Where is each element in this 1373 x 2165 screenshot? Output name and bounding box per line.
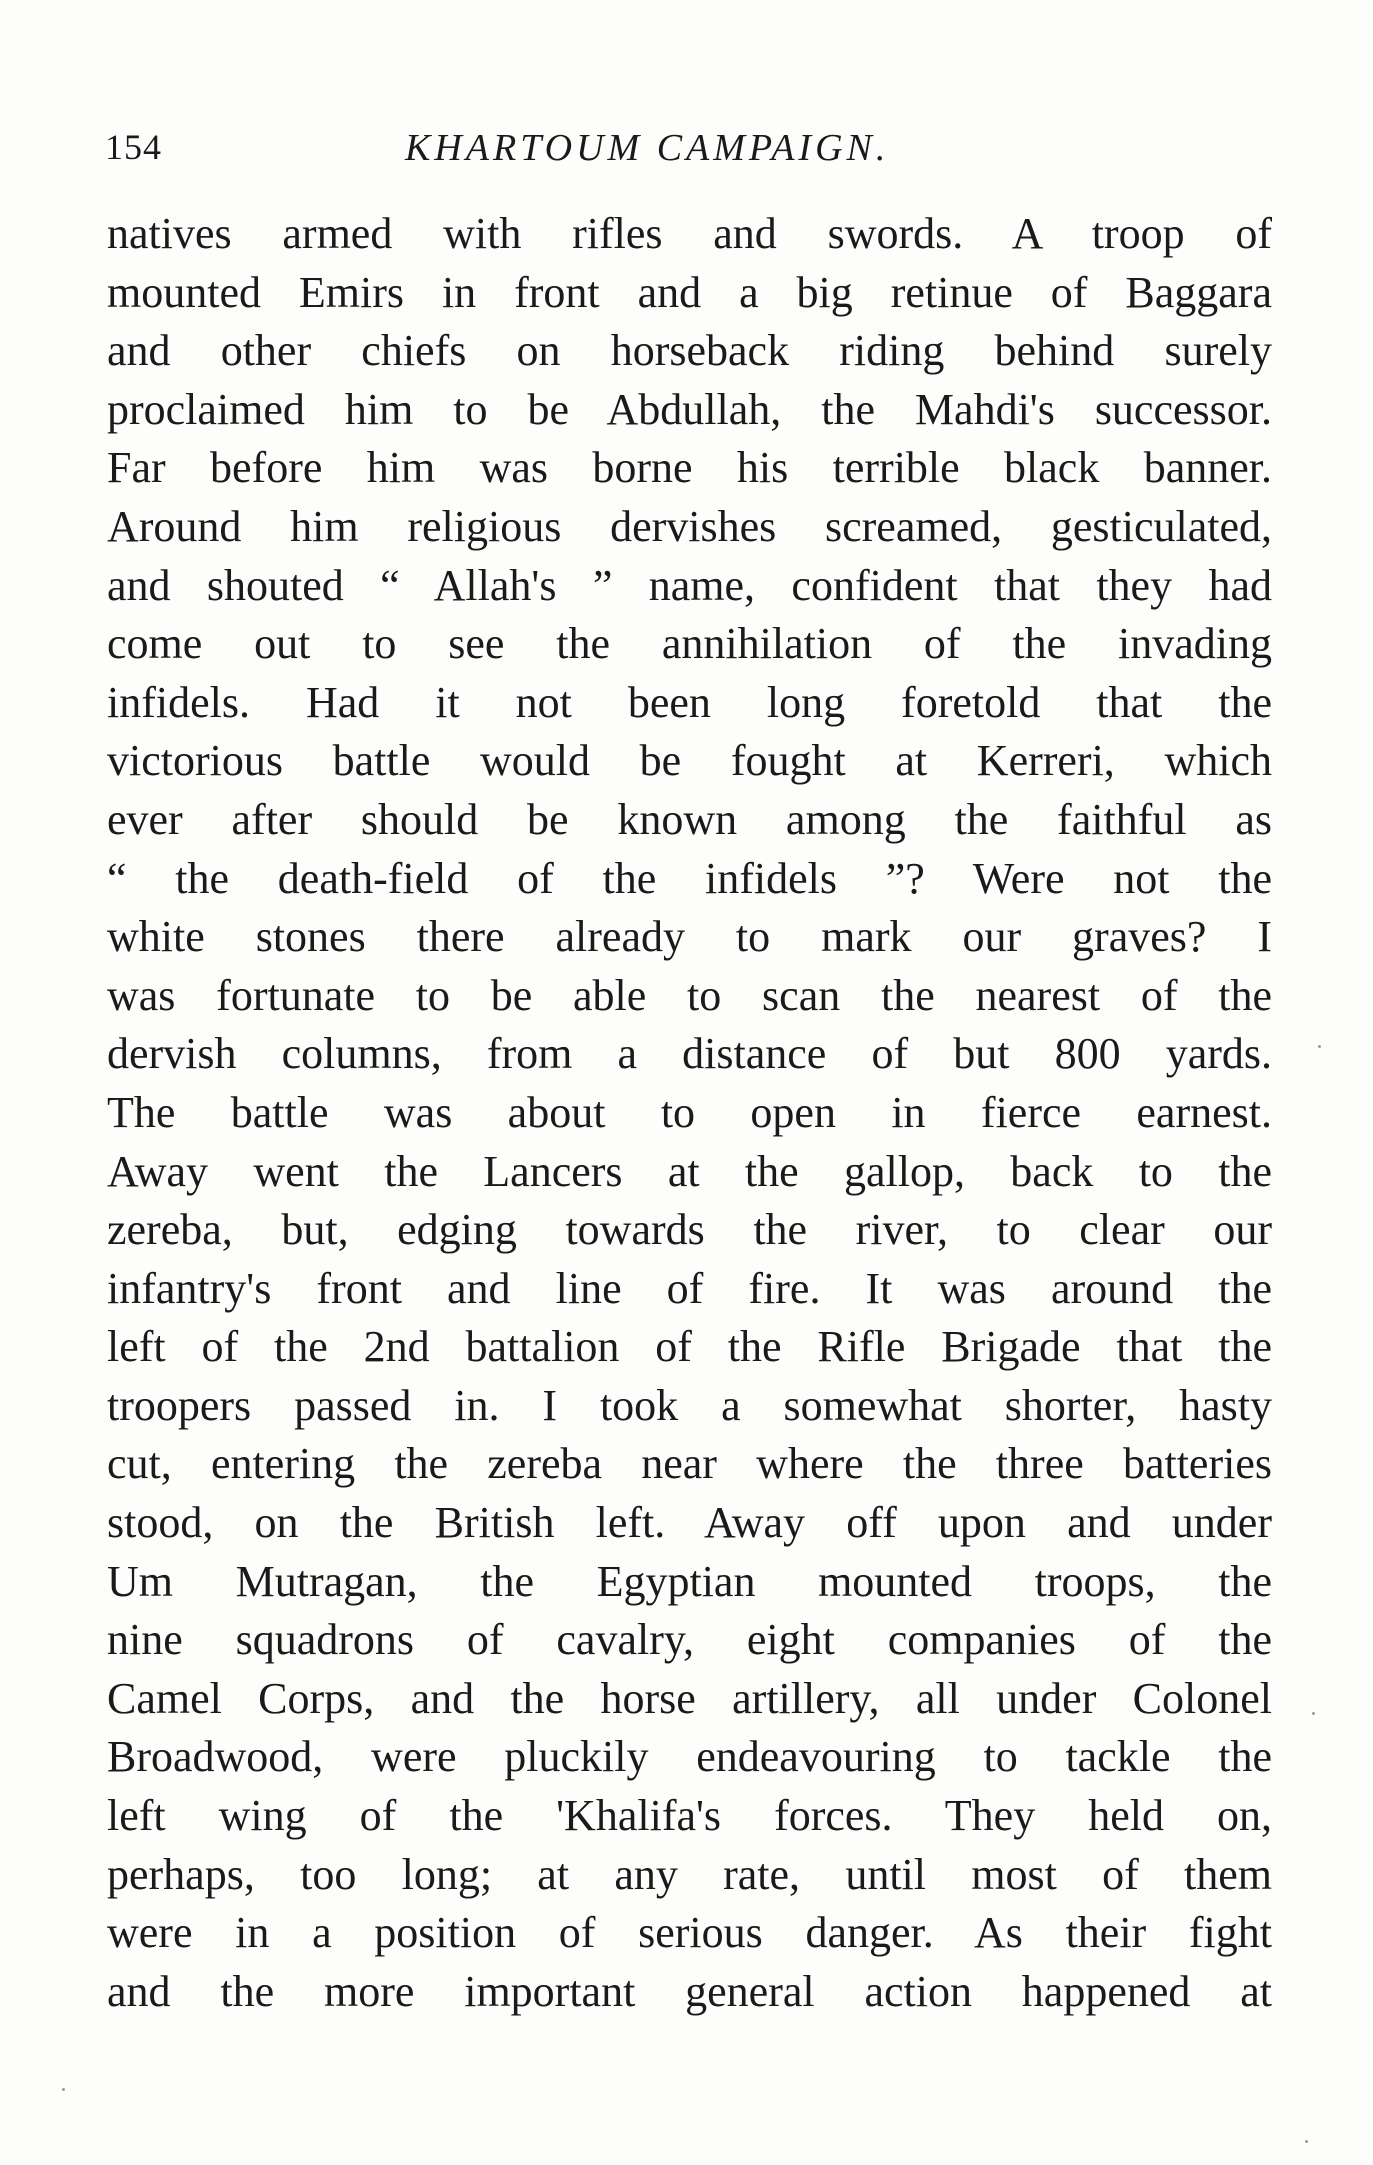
text-line: come out to see the annihilation of the invading [107,619,1272,669]
text-line: stood, on the British left. Away off upon and under [107,1498,1272,1548]
text-line: and the more important general action happened at [107,1966,1272,2016]
text-line: proclaimed him to be Abdullah, the Mahdi's successor. [107,384,1272,434]
text-line: “ the death-field of the infidels ”? Were not the [107,853,1272,903]
text-line: left of the 2nd battalion of the Rifle Brigade that the [107,1322,1272,1372]
text-line: Um Mutragan, the Egyptian mounted troops, the [107,1556,1272,1606]
text-line: Far before him was borne his terrible black banner. [107,443,1272,493]
paper-speck [1305,2140,1308,2143]
text-line: white stones there already to mark our graves? I [107,912,1272,962]
text-line: perhaps, too long; at any rate, until most of them [107,1849,1272,1899]
text-line: ever after should be known among the faithful as [107,794,1272,844]
text-line: natives armed with rifles and swords. A troop of [107,209,1272,258]
text-line: and other chiefs on horseback riding behind surely [107,326,1272,376]
text-line: dervish columns, from a distance of but 800 yards. [107,1029,1272,1079]
paper-speck [62,2088,65,2091]
text-line: Camel Corps, and the horse artillery, all under Colonel [107,1673,1272,1723]
text-line: zereba, but, edging towards the river, to clear our [107,1205,1272,1255]
text-line: infantry's front and line of fire. It was around the [107,1263,1272,1313]
text-line: Around him religious dervishes screamed, gesticulated, [107,501,1272,551]
paper-speck [1318,1045,1321,1048]
text-line: troopers passed in. I took a somewhat shorter, hasty [107,1380,1272,1430]
body-text [107,205,1272,2021]
text-line: were in a position of serious danger. As their fight [107,1908,1272,1958]
page-header [105,118,1285,168]
text-line: nine squadrons of cavalry, eight companies of the [107,1615,1272,1665]
text-line: Broadwood, were pluckily endeavouring to tackle the [107,1732,1272,1782]
text-line: mounted Emirs in front and a big retinue of Baggara [107,267,1272,317]
text-line: left wing of the 'Khalifa's forces. They held on, [107,1791,1272,1841]
text-line: The battle was about to open in fierce earnest. [107,1087,1272,1137]
text-line: was fortunate to be able to scan the nearest of the [107,970,1272,1020]
paper-speck [1312,1712,1315,1715]
text-line: and shouted “ Allah's ” name, confident that they had [107,560,1272,610]
text-line: Away went the Lancers at the gallop, back to the [107,1146,1272,1196]
running-head: KHARTOUM CAMPAIGN. [405,127,890,169]
text-line: cut, entering the zereba near where the three batteries [107,1439,1272,1489]
page-number: 154 [105,127,162,167]
text-line: infidels. Had it not been long foretold that the [107,677,1272,727]
text-line: victorious battle would be fought at Kerreri, which [107,736,1272,786]
